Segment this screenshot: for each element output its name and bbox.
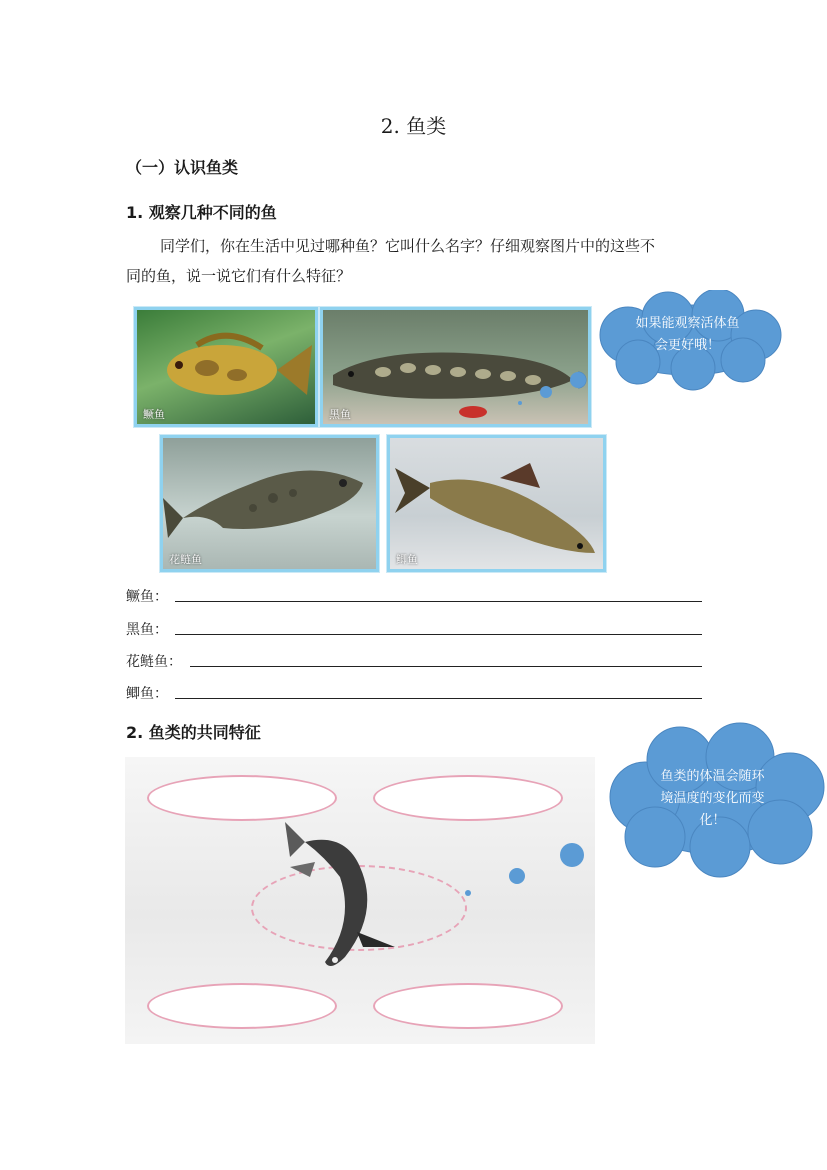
photo-caption-4: 鲫鱼 (396, 553, 418, 566)
cloud-text-1 (600, 313, 775, 357)
fill-label-3: 花鲢鱼： (126, 654, 182, 670)
thought-bubbles-2 (455, 835, 590, 900)
subsection-heading-1: 1. 观察几种不同的鱼 (126, 203, 277, 222)
photo-caption-2: 黑鱼 (329, 408, 351, 421)
feature-oval-3[interactable] (147, 983, 337, 1029)
intro-text-line-1: 同学们，你在生活中见过哪种鱼？它叫什么名字？仔细观察图片中的这些不 (160, 237, 656, 255)
photo-caption-3: 花鲢鱼 (169, 553, 202, 566)
fish-photo-1 (134, 307, 318, 427)
fish-illustration (390, 438, 603, 569)
feature-oval-4[interactable] (373, 983, 563, 1029)
fill-label-1: 鳜鱼： (126, 589, 168, 605)
cloud-text-1-line-1: 如果能观察活体鱼 (635, 316, 740, 331)
fill-label-2: 黑鱼： (126, 622, 168, 638)
fish-photo-3 (160, 435, 379, 572)
cloud-text-1-line-2: 会更好哦！ (654, 338, 720, 353)
feature-oval-2[interactable] (373, 775, 563, 821)
intro-text-line-2: 同的鱼，说一说它们有什么特征？ (126, 267, 352, 285)
cloud-text-2-line-2: 境温度的变化而变 (660, 791, 765, 806)
cloud-text-2-line-3: 化！ (699, 813, 726, 828)
fill-line-3[interactable] (190, 666, 702, 667)
feature-oval-1[interactable] (147, 775, 337, 821)
thought-bubbles-1 (510, 365, 600, 410)
page-title: 2. 鱼类 (380, 114, 447, 138)
features-panel (125, 757, 595, 1044)
fish-photo-4 (387, 435, 606, 572)
fill-label-4: 鲫鱼： (126, 686, 168, 702)
fill-line-1[interactable] (175, 601, 702, 602)
cloud-text-2-line-1: 鱼类的体温会随环 (660, 769, 765, 784)
fill-line-2[interactable] (175, 634, 702, 635)
fish-illustration (163, 438, 376, 569)
fill-line-4[interactable] (175, 698, 702, 699)
photo-caption-1: 鳜鱼 (143, 408, 165, 421)
cloud-text-2 (625, 766, 800, 832)
subsection-heading-2: 2. 鱼类的共同特征 (126, 723, 261, 742)
section-heading: （一）认识鱼类 (126, 158, 239, 177)
carp-illustration (285, 822, 435, 972)
